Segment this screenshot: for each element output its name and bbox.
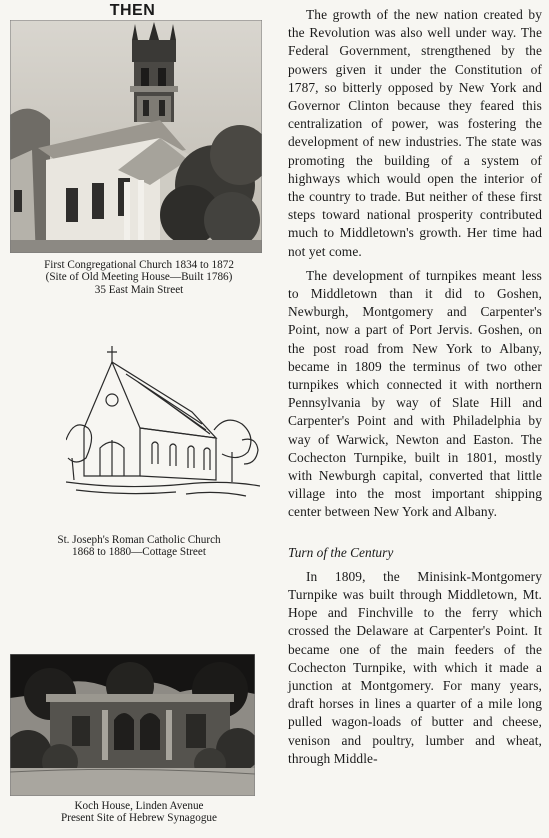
- caption-line: First Congregational Church 1834 to 1872: [44, 259, 234, 271]
- section-label-then: THEN: [109, 2, 156, 19]
- caption-line: St. Joseph's Roman Catholic Church: [57, 534, 221, 546]
- body-paragraph: The development of turnpikes meant less to Middletown than it did to Goshen, Newburgh, Montgomery and Carpenter's Point, now a part of Port Jervis. Goshen, on the post road from New York to Albany, became in 1809 the terminus of two other turnpikes which connected it with northern Pennsylvania by way of Slate Hill and Carpenter's Point and with Philadelphia by way of Warwick, Newton and Easton. The Cochecton Turnpike, built in 1801, mostly with Newburgh capital, converted that little village into the most important shipping center between New York and Albany.: [288, 267, 542, 520]
- body-paragraph: The growth of the new nation created by the Revolution was also well under way. The Federal Government, strengthened by the powers given it under the Constitution of 1787, so bitterly opposed by New York and Governor Clinton because they feared this centralization of power, was fostering the development of new industries. The state was promoting the building of a system of highways which would open the interior of the country to trade. But neither of these first steps toward national prosperity contributed much to Middletown's growth. Her time had not yet come.: [288, 7, 542, 259]
- text-column: [288, 6, 542, 768]
- catholic-church-drawing: [66, 340, 260, 512]
- caption-line: Koch House, Linden Avenue: [74, 800, 204, 812]
- congregational-church-picture: [10, 20, 262, 253]
- church-photo: [10, 20, 262, 253]
- caption-line: Present Site of Hebrew Synagogue: [61, 812, 217, 825]
- koch-house-photo: [10, 654, 255, 796]
- caption-line: 1868 to 1880—Cottage Street: [72, 546, 206, 559]
- st-josephs-caption: [0, 534, 278, 559]
- koch-house-picture: [10, 654, 255, 796]
- section-heading: Turn of the Century: [288, 544, 394, 560]
- body-paragraph: In 1809, the Minisink-Montgomery Turnpike was built through Middletown, Mt. Hope and Finchville to the ferry which crossed the Delaware at Carpenter's Point. It became one of the main feeders of the Cochecton Turnpike, with which it made a junction at Montgomery. For many years, draft horses in lines a quarter of a mile long pulled wagon-loads of butter and cheese, venison and poultry, lumber and wheat, through Middle-: [288, 568, 542, 766]
- church-photo-caption: [0, 259, 278, 296]
- koch-house-caption: [0, 800, 278, 825]
- st-josephs-sketch: [66, 340, 260, 512]
- caption-line: (Site of Old Meeting House—Built 1786): [45, 271, 233, 284]
- caption-line: 35 East Main Street: [94, 283, 184, 296]
